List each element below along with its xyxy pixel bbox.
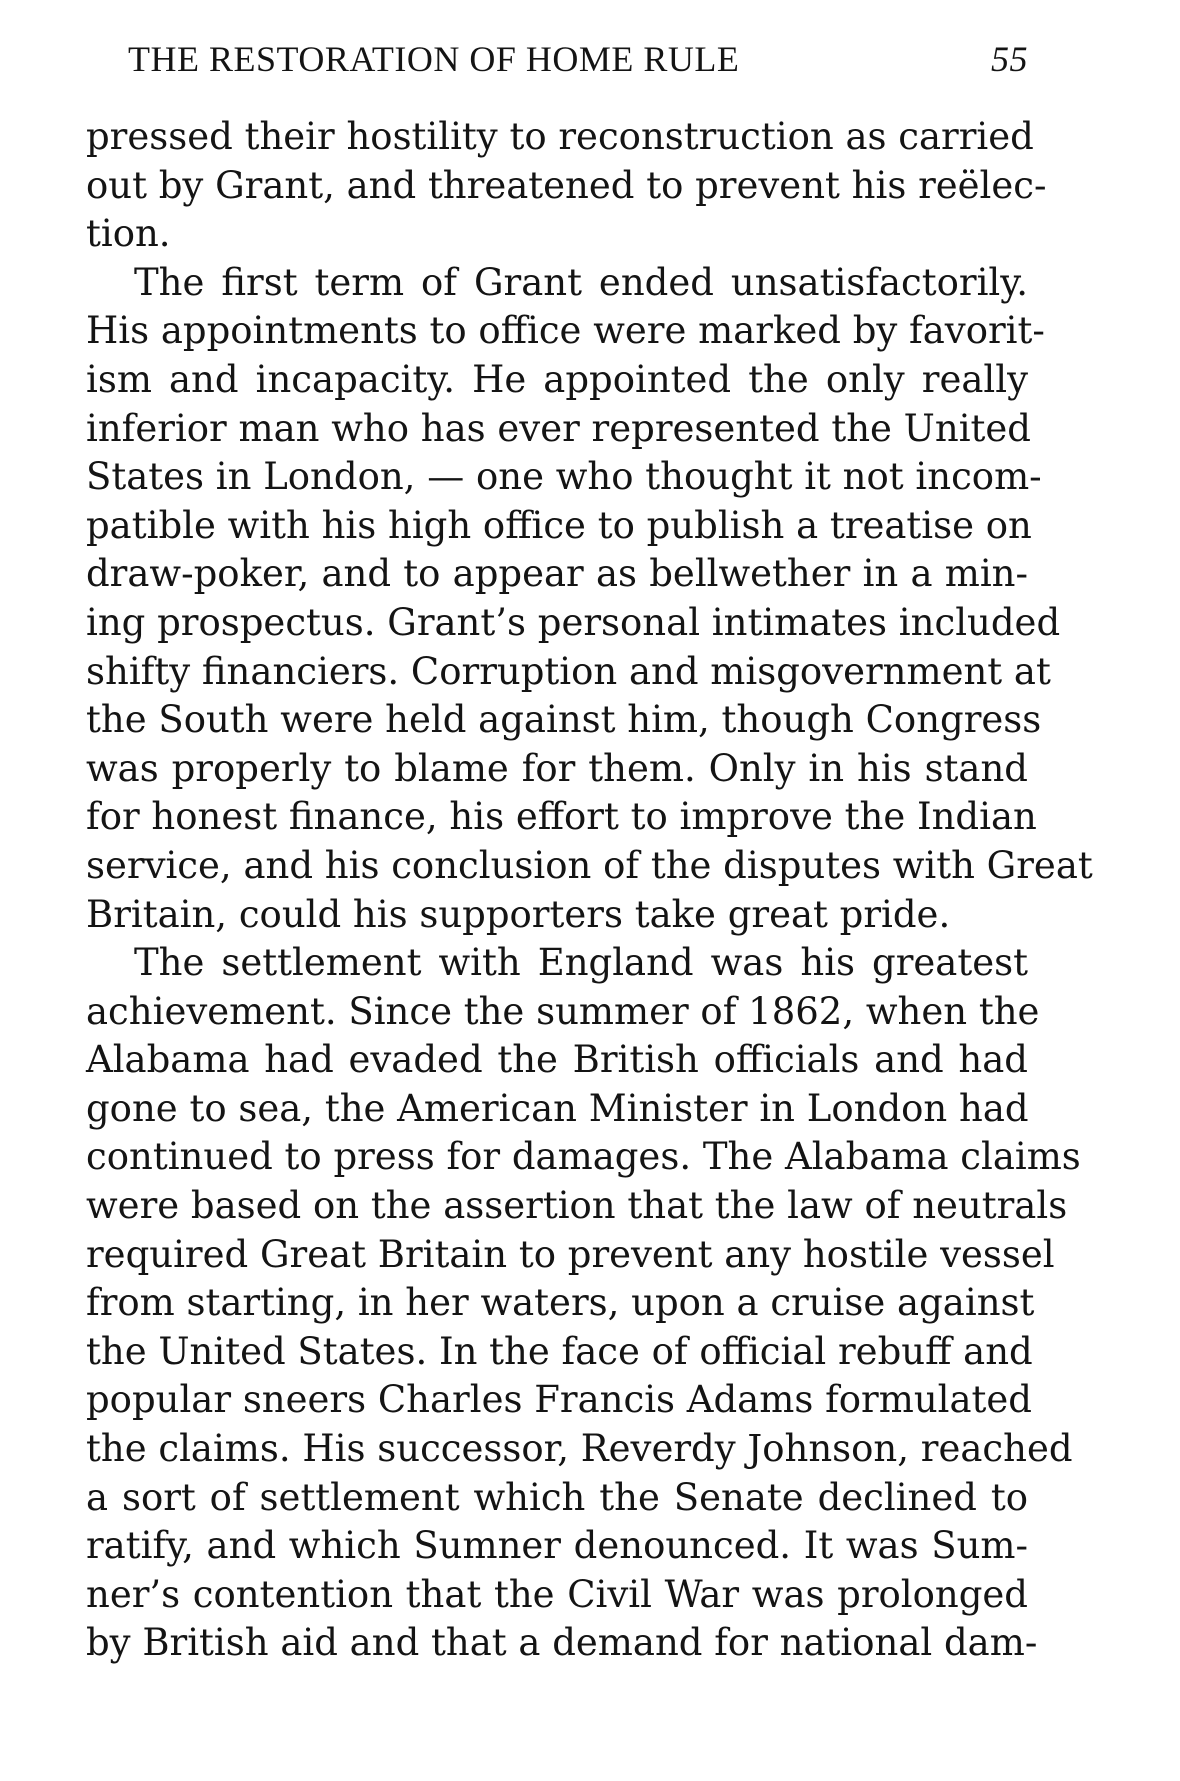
text-line: from starting, in her waters, upon a cruise against — [86, 1281, 1035, 1325]
text-line: service, and his conclusion of the disputes with Great — [86, 843, 1093, 887]
text-line: popular sneers Charles Francis Adams formulated — [86, 1378, 1032, 1422]
text-line: ism and incapacity. He appointed the only really — [86, 357, 1028, 401]
text-line: Britain, could his supporters take great pride. — [86, 892, 951, 936]
text-line: by British aid and that a demand for national dam- — [86, 1621, 1038, 1665]
running-head — [128, 38, 1028, 88]
text-line: was properly to blame for them. Only in his stand — [86, 746, 1028, 790]
running-title: THE RESTORATION OF HOME RULE — [128, 39, 740, 79]
text-line: for honest finance, his effort to improve the Indian — [86, 795, 1037, 839]
text-line: required Great Britain to prevent any hostile vessel — [86, 1232, 1055, 1276]
body-text — [86, 113, 1093, 1668]
text-line: tion. — [86, 212, 171, 256]
text-line: His appointments to office were marked by favorit- — [86, 309, 1045, 353]
text-line: States in London, — one who thought it not incom- — [86, 455, 1042, 499]
page-number: 55 — [991, 39, 1028, 79]
text-line: the United States. In the face of official rebuff and — [86, 1329, 1033, 1373]
text-line: ratify, and which Sumner denounced. It was Sum- — [86, 1524, 1028, 1568]
text-line: out by Grant, and threatened to prevent his reëlec- — [86, 163, 1047, 207]
text-line: inferior man who has ever represented the United — [86, 406, 1031, 450]
text-line: gone to sea, the American Minister in London had — [86, 1086, 1029, 1130]
text-line: the claims. His successor, Reverdy Johnson, reached — [86, 1427, 1073, 1471]
text-line: a sort of settlement which the Senate declined to — [86, 1475, 1028, 1519]
text-line: the South were held against him, though Congress — [86, 698, 1042, 742]
text-line: ing prospectus. Grant’s personal intimates included — [86, 600, 1061, 644]
text-line: draw-poker, and to appear as bellwether in a min- — [86, 552, 1028, 596]
text-line: continued to press for damages. The Alabama claims — [86, 1135, 1081, 1179]
text-line: achievement. Since the summer of 1862, when the — [86, 989, 1040, 1033]
text-line: patible with his high office to publish a treatise on — [86, 503, 1032, 547]
text-line: ner’s contention that the Civil War was prolonged — [86, 1572, 1028, 1616]
text-line: The first term of Grant ended unsatisfactorily. — [134, 260, 1028, 304]
text-line: were based on the assertion that the law of neutrals — [86, 1184, 1068, 1228]
text-line: Alabama had evaded the British officials and had — [86, 1038, 1028, 1082]
text-line: shifty financiers. Corruption and misgovernment at — [86, 649, 1051, 693]
text-line: pressed their hostility to reconstruction as carried — [86, 115, 1034, 158]
text-line: The settlement with England was his greatest — [134, 941, 1028, 985]
